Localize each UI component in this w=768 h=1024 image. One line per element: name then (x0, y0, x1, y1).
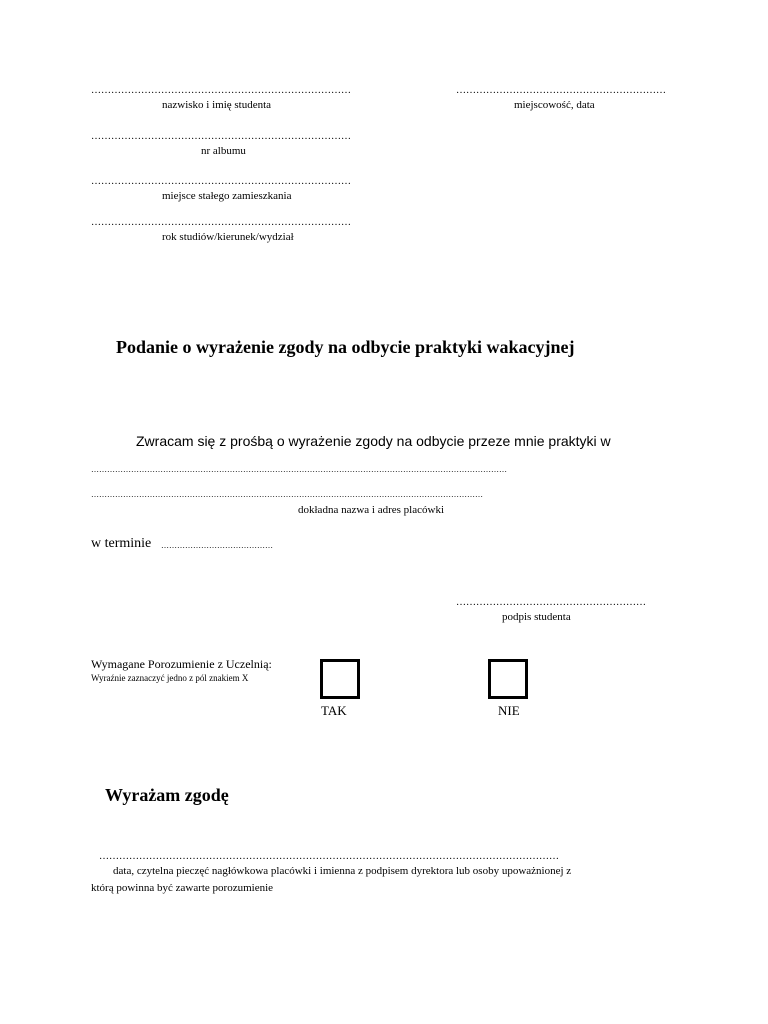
student-name-label: nazwisko i imię studenta (162, 99, 272, 111)
signature-label: podpis studenta (502, 611, 571, 623)
agreement-instruction: Wyraźnie zaznaczyć jedno z pól znakiem X (91, 673, 249, 683)
placement-line-1: ………………………………………………………………………………………………………………………………………… (91, 465, 507, 474)
placement-line-2: ………………………………………………………………………………………………………………………………… (91, 490, 483, 499)
student-name-dots: …………………………………………………………………… (91, 85, 351, 96)
residence-dots: …………………………………………………………………… (91, 176, 351, 187)
nie-checkbox[interactable] (488, 659, 528, 699)
consent-note-line-2: którą powinna być zawarte porozumienie (91, 882, 274, 894)
placement-label: dokładna nazwa i adres placówki (298, 504, 444, 516)
consent-heading: Wyrażam zgodę (105, 785, 229, 805)
term-dots: …………………………………… (161, 541, 273, 550)
term-label: w terminie (91, 536, 152, 551)
study-year-label: rok studiów/kierunek/wydział (162, 231, 294, 243)
nie-label: NIE (498, 703, 520, 718)
album-number-dots: …………………………………………………………………… (91, 131, 351, 142)
tak-checkbox[interactable] (320, 659, 360, 699)
album-number-label: nr albumu (201, 145, 246, 157)
consent-note-line-1: data, czytelna pieczęć nagłówkowa placówki i imienna z podpisem dyrektora lub osoby upoważnionej z (113, 865, 572, 877)
page-title: Podanie o wyrażenie zgody na odbycie praktyki wakacyjnej (116, 337, 575, 357)
study-year-dots: …………………………………………………………………… (91, 217, 351, 228)
signature-dots: ………………………………………………… (456, 597, 646, 608)
tak-label: TAK (321, 703, 347, 718)
place-date-dots: ……………………………………………………… (456, 85, 666, 96)
agreement-question: Wymagane Porozumienie z Uczelnią: (91, 657, 272, 671)
request-text: Zwracam się z prośbą o wyrażenie zgody na odbycie przeze mnie praktyki w (136, 433, 611, 449)
consent-dots: ………………………………………………………………………………………………………………………… (99, 851, 559, 862)
residence-label: miejsce stałego zamieszkania (162, 190, 292, 202)
place-date-label: miejscowość, data (514, 99, 595, 111)
